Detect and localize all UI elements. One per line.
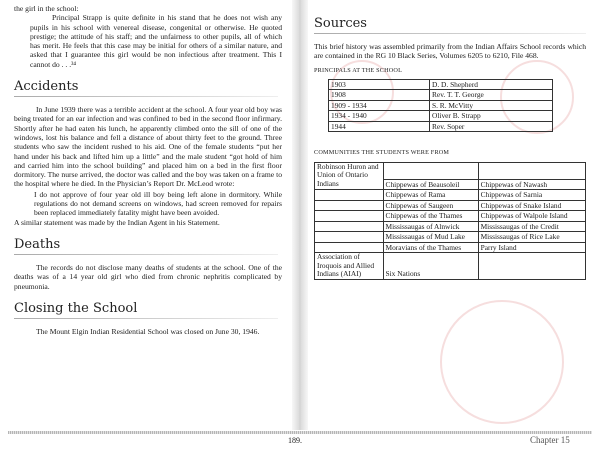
community: Parry Island [478, 242, 585, 253]
table-row [329, 121, 553, 132]
principal-name: S. R. McVitty [430, 100, 553, 111]
heading-closing: Closing the School [14, 301, 282, 319]
watermark-ornament [440, 300, 564, 424]
principal-year: 1903 [329, 79, 430, 90]
table-row [329, 111, 553, 122]
communities-caption: COMMUNITIES THE STUDENTS WERE FROM [314, 149, 450, 157]
right-page [314, 4, 586, 280]
community: Chippewas of Nawash [478, 179, 585, 190]
community: Mississaugas of Mud Lake [383, 232, 478, 243]
accidents-closing: A similar statement was made by the Indian Agent in his Statement. [14, 217, 220, 227]
community: Six Nations [383, 253, 478, 280]
chapter-label: Chapter 15 [530, 435, 570, 445]
heading-sources: Sources [314, 16, 586, 34]
principal-name: D. D. Shepherd [430, 79, 553, 90]
spacer-cell [478, 171, 585, 180]
group-name: Association of Iroquois and Allied Indians (AIAI) [315, 253, 384, 280]
principal-year: 1909 - 1934 [329, 100, 430, 111]
spacer-cell [383, 163, 478, 171]
group-cell-cont [315, 190, 384, 201]
principal-year: 1908 [329, 90, 430, 101]
group-cell-cont [315, 242, 384, 253]
communities-table [314, 162, 586, 280]
accidents-body: In June 1939 there was a terrible accident at the school. A four year old boy was being treated for an ear infection and was confined to bed in the second floor infirmary. Shortly after he had eaten his lunch, he apparently climbed onto the sill of one of the windows, lost his balance and fell a distance of about thirty feet to the ground. Three students who saw the incident rushed to his aid. One of the female students “put her hand under his back and lifted him up a little” and the male student “got hold of him and carried him into the school building” and placed him on a bed in the first floor dormitory. The nurse arrived, the doctor was called and the boy was taken on a frame to the hospital where he died. In the Physician’s Report Dr. McLeod wrote: [14, 105, 282, 189]
principal-year: 1944 [329, 121, 430, 132]
left-page [14, 4, 282, 336]
spacer-cell [478, 163, 585, 171]
group-cell-cont [315, 211, 384, 222]
heading-deaths: Deaths [14, 237, 282, 255]
intro-line: the girl in the school: [14, 4, 79, 13]
community: Moravians of the Thames [383, 242, 478, 253]
principal-year: 1934 - 1940 [329, 111, 430, 122]
deaths-body: The records do not disclose many deaths of students at the school. One of the deaths was of a 14 year old girl who died from chronic nephritis complicated by pneumonia. [14, 262, 282, 291]
community: Chippewas of Rama [383, 190, 478, 201]
principals-caption: PRINCIPALS AT THE SCHOOL [314, 66, 403, 74]
table-row [329, 90, 553, 101]
community: Mississaugas of the Credit [478, 221, 585, 232]
table-row [315, 242, 586, 253]
community: Chippewas of the Thames [383, 211, 478, 222]
table-row [329, 100, 553, 111]
group-cell-cont [315, 221, 384, 232]
table-row [329, 79, 553, 90]
table-row [315, 200, 586, 211]
empty-cell [478, 253, 585, 280]
community: Chippewas of Snake Island [478, 200, 585, 211]
heading-accidents: Accidents [14, 79, 282, 97]
closing-body: The Mount Elgin Indian Residential School was closed on June 30, 1946. [36, 326, 260, 336]
table-row [315, 232, 586, 243]
community: Chippewas of Sarnia [478, 190, 585, 201]
table-row [315, 190, 586, 201]
group-cell-cont [315, 200, 384, 211]
sources-body: This brief history was assembled primarily from the Indian Affairs School records which are contained in the RG 10 Black Series, Volumes 6205 to 6210, File 468. [314, 42, 586, 61]
community: Mississaugas of Alnwick [383, 221, 478, 232]
group-cell-cont [315, 232, 384, 243]
community: Chippewas of Saugeen [383, 200, 478, 211]
spacer-cell [383, 171, 478, 180]
community: Mississaugas of Rice Lake [478, 232, 585, 243]
principal-name: Rev. Soper [430, 121, 553, 132]
table-row [315, 221, 586, 232]
group-name: Robinson Huron and Union of Ontario Indians [315, 162, 384, 190]
table-row [315, 253, 586, 280]
principal-quote: Principal Strapp is quite definite in his stand that he does not wish any pupils in his school with venereal disease, congenital or otherwise. He quoted prestige; the attitude of his staff; and the unfairness to other pupils, all of which has merit. He feels that this case may be initial for others of a similar nature, and asked that I guarantee this girl would be non infectious after treatment. This I cannot do . . .³⁴ [30, 13, 282, 69]
physician-quote: I do not approve of four year old ill boy being left alone in dormitory. While regulations do not demand screens on windows, had screen removed for repairs been replaced immediately fatality might have been avoided. [34, 189, 282, 218]
book-spine-shadow [292, 0, 308, 430]
community: Chippewas of Beausoleil [383, 179, 478, 190]
principal-name: Rev. T. T. George [430, 90, 553, 101]
principal-name: Oliver B. Strapp [430, 111, 553, 122]
principals-table [328, 79, 553, 133]
community: Chippewas of Walpole Island [478, 211, 585, 222]
table-row [315, 211, 586, 222]
footer-rule [8, 431, 592, 434]
page-number: 189. [288, 436, 302, 445]
